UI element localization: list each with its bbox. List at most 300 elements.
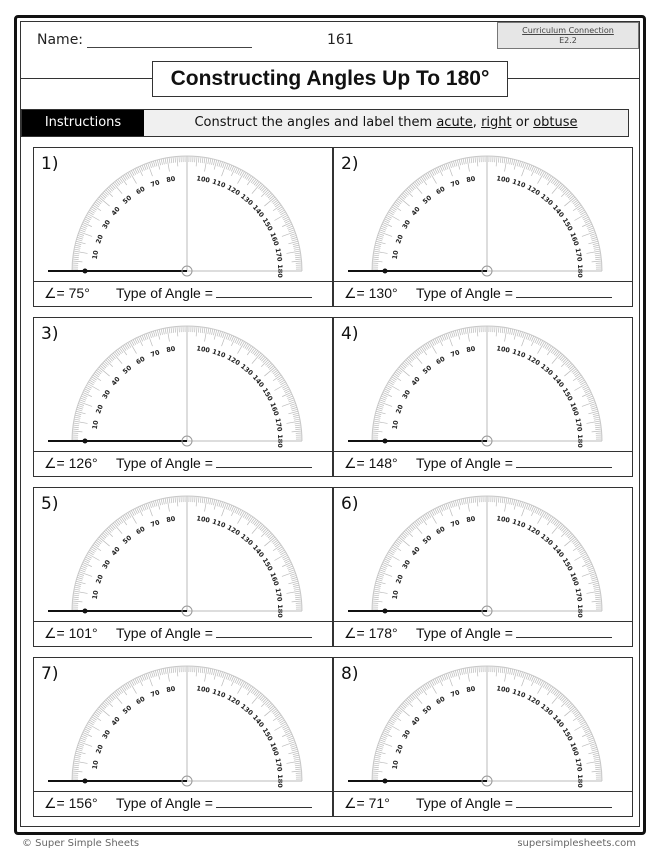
protractor-tick xyxy=(440,166,442,171)
protractor-tick xyxy=(213,499,214,505)
protractor-label: 60 xyxy=(134,184,147,197)
protractor-tick xyxy=(373,593,379,594)
protractor-tick xyxy=(163,669,164,675)
protractor-tick xyxy=(204,667,205,673)
protractor-tick xyxy=(292,579,298,581)
protractor-tick xyxy=(446,504,448,510)
protractor-tick xyxy=(202,157,203,163)
protractor-tick xyxy=(73,427,79,428)
type-label: Type of Angle = xyxy=(416,795,513,811)
protractor-tick xyxy=(169,157,170,163)
protractor-tick xyxy=(450,502,452,508)
protractor-tick xyxy=(82,734,87,736)
protractor-tick xyxy=(140,676,142,681)
ray-endpoint-dot xyxy=(83,269,88,274)
protractor-tick xyxy=(512,329,513,335)
protractor-tick xyxy=(200,157,201,163)
protractor-tick xyxy=(465,328,466,334)
protractor-tick xyxy=(593,585,599,586)
protractor-tick xyxy=(594,247,600,248)
protractor-label: 60 xyxy=(434,184,447,197)
protractor-tick xyxy=(150,162,152,168)
protractor-tick xyxy=(200,327,201,333)
protractor-label: 40 xyxy=(409,545,422,558)
protractor-tick xyxy=(80,740,86,742)
protractor-tick xyxy=(153,331,155,337)
problem-2 xyxy=(333,147,633,307)
protractor-tick xyxy=(379,232,392,237)
protractor-label: 50 xyxy=(421,193,434,206)
protractor-tick xyxy=(78,405,84,407)
protractor-tick xyxy=(373,765,379,766)
protractor-tick xyxy=(377,237,383,239)
protractor-tick xyxy=(383,732,392,736)
protractor-tick xyxy=(161,669,162,675)
problem-number: 3) xyxy=(41,324,59,344)
protractor-tick xyxy=(440,506,442,511)
protractor-tick xyxy=(81,736,87,738)
protractor-tick xyxy=(510,669,511,675)
protractor-tick xyxy=(113,183,122,194)
protractor-tick xyxy=(582,392,591,396)
protractor-label: 70 xyxy=(449,518,461,529)
protractor-tick xyxy=(378,404,384,406)
protractor-tick xyxy=(587,734,592,736)
protractor-tick xyxy=(593,753,599,754)
protractor-tick xyxy=(113,693,122,704)
protractor-tick xyxy=(294,249,300,250)
protractor-tick xyxy=(591,745,597,747)
protractor-tick xyxy=(148,333,153,346)
protractor-tick xyxy=(463,669,464,675)
protractor-tick xyxy=(473,327,474,333)
protractor-label: 80 xyxy=(165,174,177,185)
protractor-tick xyxy=(113,353,122,364)
protractor-tick xyxy=(291,577,297,579)
protractor-tick xyxy=(552,183,561,194)
protractor-tick xyxy=(79,572,92,577)
protractor-tick xyxy=(374,759,380,760)
protractor-tick xyxy=(146,164,148,170)
protractor-tick xyxy=(231,506,233,511)
protractor-tick xyxy=(226,164,228,170)
protractor-label: 40 xyxy=(409,715,422,728)
protractor-tick xyxy=(383,222,392,226)
protractor-tick xyxy=(73,425,79,426)
protractor-tick xyxy=(295,769,301,770)
protractor-tick xyxy=(73,259,79,260)
protractor-tick xyxy=(375,415,381,416)
protractor-label: 180 xyxy=(276,434,284,448)
protractor-tick xyxy=(292,601,302,602)
protractor-tick xyxy=(294,587,300,588)
protractor-tick xyxy=(595,427,601,428)
protractor-tick xyxy=(590,744,596,746)
protractor[interactable] xyxy=(334,488,634,624)
protractor-tick xyxy=(252,693,261,704)
protractor-tick xyxy=(82,564,87,566)
protractor-tick xyxy=(587,224,592,226)
protractor-tick xyxy=(171,327,172,333)
protractor-tick xyxy=(138,677,142,686)
protractor-tick xyxy=(459,499,460,505)
protractor-tick xyxy=(592,579,598,581)
protractor-tick xyxy=(210,159,211,165)
protractor-tick xyxy=(455,160,457,166)
type-label: Type of Angle = xyxy=(416,285,513,301)
protractor-tick xyxy=(513,329,514,335)
protractor-tick xyxy=(373,259,379,260)
protractor-tick xyxy=(413,693,422,704)
protractor-tick xyxy=(375,585,381,586)
protractor-label: 40 xyxy=(409,205,422,218)
protractor[interactable] xyxy=(334,148,634,284)
answer-blank[interactable] xyxy=(516,453,612,468)
protractor-tick xyxy=(140,336,142,341)
protractor-tick xyxy=(99,367,110,376)
protractor-label: 80 xyxy=(465,174,477,185)
protractor-tick xyxy=(373,599,379,600)
protractor-tick xyxy=(200,667,201,673)
protractor-tick xyxy=(196,156,197,166)
answer-row xyxy=(334,791,632,816)
protractor-tick xyxy=(375,757,381,758)
protractor-label: 100 xyxy=(195,174,211,185)
protractor-tick xyxy=(373,255,379,256)
protractor-tick xyxy=(377,747,383,749)
protractor-label: 110 xyxy=(511,517,527,530)
protractor-tick xyxy=(252,353,261,364)
protractor-label: 170 xyxy=(273,587,284,603)
problem-7 xyxy=(33,657,333,817)
protractor-tick xyxy=(455,330,457,336)
protractor-tick xyxy=(582,732,591,736)
protractor-tick xyxy=(198,497,199,503)
protractor-tick xyxy=(593,415,599,416)
protractor-tick xyxy=(475,667,476,673)
protractor-tick xyxy=(175,157,176,163)
protractor-tick xyxy=(517,330,519,336)
protractor-tick xyxy=(589,570,595,572)
answer-blank[interactable] xyxy=(216,623,312,638)
protractor-tick xyxy=(295,763,301,764)
protractor-tick xyxy=(375,755,381,756)
protractor-tick xyxy=(374,589,380,590)
protractor-tick xyxy=(498,327,499,333)
protractor-tick xyxy=(150,672,152,678)
protractor-tick xyxy=(591,575,597,577)
protractor-label: 140 xyxy=(250,203,266,219)
protractor-tick xyxy=(202,497,203,503)
protractor-tick xyxy=(380,740,386,742)
protractor-tick xyxy=(140,166,142,171)
protractor-label: 180 xyxy=(276,604,284,618)
protractor-tick xyxy=(378,405,384,407)
protractor-tick xyxy=(373,767,379,768)
protractor-tick xyxy=(378,744,384,746)
protractor-tick xyxy=(592,601,602,602)
protractor-tick xyxy=(589,400,595,402)
protractor-tick xyxy=(72,261,82,262)
protractor-tick xyxy=(399,707,410,716)
protractor-tick xyxy=(138,167,142,176)
protractor-tick xyxy=(295,595,301,596)
protractor-tick xyxy=(477,666,478,676)
protractor-label: 30 xyxy=(100,388,113,401)
protractor-label: 30 xyxy=(100,218,113,231)
protractor-tick xyxy=(159,499,160,505)
protractor-tick xyxy=(222,163,227,176)
protractor-tick xyxy=(475,157,476,163)
protractor-tick xyxy=(531,676,533,681)
protractor-tick xyxy=(473,497,474,503)
protractor-label: 150 xyxy=(560,556,575,573)
protractor-tick xyxy=(498,667,499,673)
protractor-tick xyxy=(221,332,223,338)
protractor-tick xyxy=(591,235,597,237)
protractor-label: 160 xyxy=(568,571,581,587)
protractor-tick xyxy=(175,667,176,673)
protractor[interactable] xyxy=(34,148,334,284)
answer-blank[interactable] xyxy=(216,283,312,298)
protractor-label: 110 xyxy=(211,177,227,190)
protractor-tick xyxy=(287,394,292,396)
protractor-tick xyxy=(144,504,146,510)
protractor-tick xyxy=(295,425,301,426)
protractor-tick xyxy=(372,261,382,262)
protractor[interactable] xyxy=(334,658,634,794)
protractor-tick xyxy=(292,431,302,432)
protractor-tick xyxy=(212,159,213,165)
protractor-label: 10 xyxy=(390,759,401,770)
protractor-tick xyxy=(175,497,176,503)
protractor-tick xyxy=(530,505,532,511)
protractor-tick xyxy=(450,332,452,338)
protractor-label: 130 xyxy=(239,702,255,718)
name-blank[interactable] xyxy=(87,33,252,48)
protractor-tick xyxy=(591,747,597,749)
protractor-tick xyxy=(292,239,298,241)
protractor-tick xyxy=(465,668,466,674)
protractor-tick xyxy=(75,415,81,416)
protractor-tick xyxy=(552,693,561,704)
protractor-tick xyxy=(295,765,301,766)
protractor-label: 150 xyxy=(560,726,575,743)
protractor-label: 120 xyxy=(525,523,542,538)
protractor-tick xyxy=(173,157,174,163)
protractor[interactable] xyxy=(34,318,334,454)
protractor-tick xyxy=(295,257,301,258)
protractor-tick xyxy=(173,497,174,503)
ray-endpoint-dot xyxy=(383,269,388,274)
protractor-tick xyxy=(552,523,561,534)
protractor-tick xyxy=(513,159,514,165)
protractor-tick xyxy=(592,431,602,432)
protractor-tick xyxy=(78,745,84,747)
protractor-tick xyxy=(438,337,442,346)
protractor-tick xyxy=(564,197,575,206)
protractor[interactable] xyxy=(34,488,334,624)
protractor-tick xyxy=(438,677,442,686)
protractor-label: 100 xyxy=(195,344,211,355)
protractor-tick xyxy=(287,564,292,566)
protractor-tick xyxy=(519,501,521,507)
answer-blank[interactable] xyxy=(216,453,312,468)
protractor-tick xyxy=(413,183,422,194)
protractor-label: 170 xyxy=(273,757,284,773)
protractor-tick xyxy=(288,398,294,400)
protractor-tick xyxy=(496,666,497,676)
type-of-angle xyxy=(116,452,312,475)
protractor-tick xyxy=(593,583,599,584)
name-label: Name: xyxy=(37,32,84,48)
protractor-tick xyxy=(73,253,79,254)
protractor-tick xyxy=(148,163,153,176)
protractor-tick xyxy=(378,234,384,236)
protractor-tick xyxy=(594,419,600,420)
protractor-label: 100 xyxy=(495,684,511,695)
protractor-tick xyxy=(588,568,594,570)
protractor-tick xyxy=(171,667,172,673)
protractor-tick xyxy=(75,585,81,586)
protractor-tick xyxy=(531,337,535,346)
protractor-tick xyxy=(230,165,232,171)
protractor-tick xyxy=(496,156,497,166)
protractor-label: 50 xyxy=(121,363,134,376)
protractor-tick xyxy=(380,398,386,400)
protractor-tick xyxy=(79,232,92,237)
protractor-tick xyxy=(453,331,455,337)
protractor-tick xyxy=(588,738,594,740)
problem-8 xyxy=(333,657,633,817)
protractor-tick xyxy=(375,245,381,246)
type-of-angle xyxy=(416,282,612,305)
protractor-tick xyxy=(75,755,81,756)
protractor-label: 60 xyxy=(434,524,447,537)
protractor-label: 30 xyxy=(100,728,113,741)
protractor-tick xyxy=(459,159,460,165)
protractor-label: 160 xyxy=(268,231,281,247)
type-of-angle xyxy=(116,622,312,645)
protractor-tick xyxy=(282,572,295,577)
protractor-tick xyxy=(169,497,170,503)
protractor-tick xyxy=(221,502,223,508)
protractor-tick xyxy=(292,749,298,751)
protractor-tick xyxy=(508,498,509,504)
protractor-tick xyxy=(213,669,214,675)
protractor-label: 50 xyxy=(121,533,134,546)
protractor-tick xyxy=(73,423,79,424)
protractor-tick xyxy=(504,157,505,163)
protractor-tick xyxy=(593,413,599,414)
answer-blank[interactable] xyxy=(516,623,612,638)
protractor-tick xyxy=(292,771,302,772)
protractor-label: 40 xyxy=(109,375,122,388)
protractor-label: 70 xyxy=(449,348,461,359)
protractor-tick xyxy=(589,740,595,742)
protractor-tick xyxy=(373,763,379,764)
protractor-tick xyxy=(294,247,300,248)
protractor-tick xyxy=(231,677,235,686)
protractor-tick xyxy=(513,499,514,505)
protractor[interactable] xyxy=(334,318,634,454)
protractor-tick xyxy=(288,738,294,740)
curriculum-code: E2.2 xyxy=(559,36,577,45)
answer-blank[interactable] xyxy=(516,793,612,808)
protractor-tick xyxy=(75,587,81,588)
protractor-label: 60 xyxy=(134,524,147,537)
protractor-tick xyxy=(282,232,295,237)
protractor-label: 80 xyxy=(465,514,477,525)
protractor-tick xyxy=(226,334,228,340)
protractor-tick xyxy=(373,427,379,428)
protractor-tick xyxy=(469,667,470,673)
protractor-tick xyxy=(155,670,157,676)
protractor-tick xyxy=(595,599,601,600)
protractor-label: 160 xyxy=(268,571,281,587)
protractor-tick xyxy=(159,159,160,165)
protractor-tick xyxy=(444,334,446,340)
protractor[interactable] xyxy=(34,658,334,794)
protractor-tick xyxy=(290,234,296,236)
protractor-tick xyxy=(381,396,387,398)
protractor-tick xyxy=(473,667,474,673)
protractor-tick xyxy=(453,671,455,677)
protractor-label: 20 xyxy=(394,743,405,755)
protractor-label: 150 xyxy=(260,556,275,573)
protractor-tick xyxy=(380,400,386,402)
protractor-tick xyxy=(226,674,228,680)
instructions-prefix: Construct the angles and label them xyxy=(194,115,437,130)
protractor-label: 70 xyxy=(149,518,161,529)
protractor-tick xyxy=(291,405,297,407)
protractor-tick xyxy=(231,167,235,176)
protractor-label: 80 xyxy=(165,344,177,355)
protractor-tick xyxy=(373,429,379,430)
answer-row xyxy=(34,621,332,646)
answer-blank[interactable] xyxy=(516,283,612,298)
protractor-tick xyxy=(399,367,410,376)
ray-endpoint-dot xyxy=(83,779,88,784)
type-label: Type of Angle = xyxy=(116,285,213,301)
protractor-tick xyxy=(594,759,600,760)
protractor-label: 150 xyxy=(560,386,575,403)
protractor-tick xyxy=(446,334,448,340)
answer-blank[interactable] xyxy=(216,793,312,808)
problem-number: 2) xyxy=(341,154,359,174)
name-field[interactable] xyxy=(37,32,252,48)
type-label: Type of Angle = xyxy=(416,625,513,641)
protractor-label: 80 xyxy=(465,344,477,355)
protractor-tick xyxy=(295,597,301,598)
protractor-label: 80 xyxy=(165,684,177,695)
protractor-tick xyxy=(142,675,144,681)
protractor-tick xyxy=(144,674,146,680)
protractor-tick xyxy=(177,666,178,676)
protractor-tick xyxy=(74,759,80,760)
protractor-label: 50 xyxy=(421,533,434,546)
protractor-tick xyxy=(381,736,387,738)
protractor-tick xyxy=(450,162,452,168)
protractor-tick xyxy=(165,668,166,674)
protractor-tick xyxy=(230,335,232,341)
protractor-tick xyxy=(587,396,593,398)
protractor-label: 40 xyxy=(109,205,122,218)
protractor-tick xyxy=(293,755,299,756)
protractor-tick xyxy=(444,164,446,170)
protractor-tick xyxy=(76,579,82,581)
protractor-label: 130 xyxy=(239,362,255,378)
